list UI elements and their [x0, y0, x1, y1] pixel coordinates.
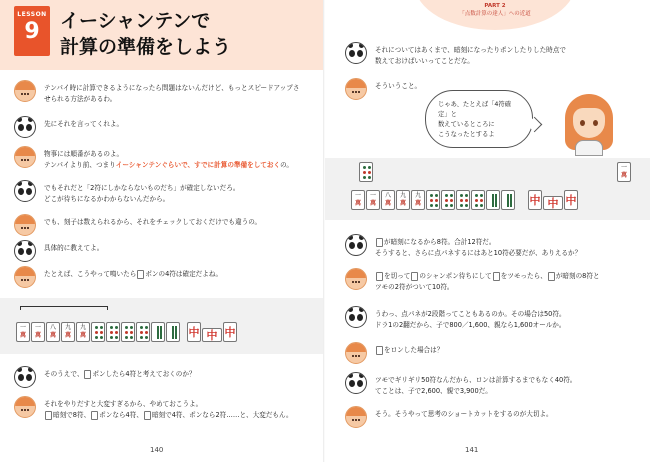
girl-avatar-icon — [14, 146, 36, 168]
chun-tile: 中 — [528, 190, 542, 210]
chun-tile-sideways: 中 — [202, 328, 222, 342]
dialogue-text: そのうえで、 ポンしたら4符と考えておくのか？ — [44, 370, 196, 378]
dialogue-line — [14, 366, 196, 388]
chun-tile-sideways: 中 — [543, 196, 563, 210]
pin-tile — [121, 322, 135, 342]
page-number-left: 140 — [150, 446, 164, 454]
dialogue-text: そういうこと。 — [375, 82, 422, 90]
dialogue-text: 物事には順番があるのよ。 テンパイより前、つまりイーシャンテンぐらいで、すでに計算の準備をしておくの。 — [44, 150, 294, 169]
dialogue-line — [14, 240, 103, 262]
dialogue-text: そう。そうやって思考のショートカットをするのが大切よ。 — [375, 410, 553, 418]
dialogue-text: うわっ、点パネが2段階ってこともあるのか。その場合は50符。 ドラ1の2翻だから、子で800／1,600、親なら1,600オールか。 — [375, 310, 566, 329]
dialogue-text: をロンした場合は？ — [375, 345, 443, 356]
sou-tile — [486, 190, 500, 210]
dialogue-line — [345, 306, 566, 331]
dialogue-line — [14, 80, 299, 105]
girl-avatar-icon — [14, 266, 36, 288]
man-tile-drawn: 一 萬 — [617, 162, 631, 182]
man-tile-9b: 九 萬 — [76, 322, 90, 342]
dialogue-line — [14, 180, 239, 205]
panda-avatar-icon — [345, 306, 367, 328]
dialogue-text: たとえば、こうやって鳴いたら ポンの4符は確定だよね。 — [44, 270, 223, 278]
title-line-1: イーシャンテンで — [60, 10, 211, 32]
tile-icon — [84, 370, 91, 379]
dialogue-line — [345, 234, 581, 259]
page-number-right: 141 — [465, 446, 479, 454]
dialogue-line — [345, 372, 576, 397]
man-tile-2: 一 萬 — [31, 322, 45, 342]
dialogue-text: でも、刻子は数えられるから、それをチェックしておくだけでも違うの。 — [44, 218, 262, 226]
dialogue-line — [14, 146, 293, 171]
dialogue-text: それについてはあくまで、暗刻になったりポンしたりした時点で 数えておけばいいってことだな。 — [375, 46, 566, 65]
tile-icon — [376, 272, 383, 281]
man-tile-9a: 九 萬 — [396, 190, 410, 210]
man-tile-9b: 九 萬 — [411, 190, 425, 210]
pin-tile — [426, 190, 440, 210]
sou-tile — [501, 190, 515, 210]
right-page — [325, 0, 650, 462]
tile-icon — [376, 238, 383, 247]
hand-tiles — [351, 190, 579, 210]
dialogue-text: 具体的に教えてよ。 — [44, 244, 104, 252]
tile-icon — [376, 346, 383, 355]
dialogue-text: ツモでギリギリ50符なんだから、ロンは計算するまでもなく40符。 てことは、子で2,600、親で3,900だ。 — [375, 376, 577, 395]
part-header — [435, 2, 555, 18]
girl-avatar-icon — [14, 80, 36, 102]
title-line-2: 計算の準備をしよう — [60, 36, 232, 58]
dialogue-line — [14, 266, 222, 288]
dialogue-line — [345, 42, 566, 67]
tile-icon — [493, 272, 500, 281]
panda-avatar-icon — [14, 180, 36, 202]
man-tile-9a: 九 萬 — [61, 322, 75, 342]
dialogue-text: が暗刻になるから8符。合計12符だ。 そうすると、さらに点パネするにはあと10符必要だが、ありえるか？ — [375, 238, 582, 257]
dialogue-line — [345, 406, 553, 428]
part-subtitle: 「点数計算の達人」への近道 — [459, 11, 531, 17]
pin-tile — [106, 322, 120, 342]
dialogue-line — [345, 342, 443, 364]
panda-avatar-icon — [345, 42, 367, 64]
dora-pin-tile — [359, 162, 373, 182]
girl-avatar-icon — [345, 268, 367, 290]
tile-icon — [548, 272, 555, 281]
dialogue-line — [345, 78, 421, 100]
girl-avatar-icon — [14, 396, 36, 418]
dialogue-line — [14, 396, 293, 421]
man-tile-2: 一 萬 — [366, 190, 380, 210]
girl-avatar-icon — [345, 78, 367, 100]
dialogue-text: 先にそれを言ってくれよ。 — [44, 120, 124, 128]
man-tile-1: 一 萬 — [351, 190, 365, 210]
girl-avatar-icon — [14, 214, 36, 236]
hand-tiles — [16, 322, 238, 342]
man-tile-8: 八 萬 — [381, 190, 395, 210]
speech-bubble: じゃあ、たとえば「4符確定」と 数えているところに こうなったとするよ — [425, 90, 533, 148]
dialogue-text: テンパイ時に計算できるようになったら問題はないんだけど、もっとスピードアップさ せられる方法があるわ。 — [44, 84, 300, 103]
dialogue-line — [14, 214, 261, 236]
dialogue-line — [345, 268, 600, 293]
girl-avatar-icon — [345, 406, 367, 428]
panda-avatar-icon — [345, 234, 367, 256]
lesson-number: 9 — [24, 19, 40, 44]
girl-avatar-icon — [345, 342, 367, 364]
pin-tile — [456, 190, 470, 210]
dialogue-text: でもそれだと「2符にしかならないものだち」が確定しないだろ。 どこが待ちになるかわからないんだから。 — [44, 184, 240, 203]
man-tile-1: 一 萬 — [16, 322, 30, 342]
part-label: PART 2 — [484, 3, 506, 9]
panda-avatar-icon — [345, 372, 367, 394]
chun-tile-icon — [137, 270, 144, 279]
pin-tile — [441, 190, 455, 210]
man-tile-8: 八 萬 — [46, 322, 60, 342]
sou-tile — [151, 322, 165, 342]
bracket — [20, 306, 108, 310]
chun-tile: 中 — [223, 322, 237, 342]
dialogue-text: を切って のシャンポン待ちにして をツモったら、 が暗刻の8符と ツモの2符がついて10符。 — [375, 272, 600, 291]
chun-tile: 中 — [564, 190, 578, 210]
tile-icon — [45, 411, 52, 420]
lesson-word: LESSON — [17, 11, 47, 18]
tile-icon — [91, 411, 98, 420]
dialogue-text: それをやりだすと大変すぎるから、やめておこうよ。 暗刻で8符、 ポンなら4符、 暗刻で4符、ポンなら2符……と、大変だもん。 — [44, 400, 293, 419]
girl-illustration — [563, 94, 615, 156]
panda-avatar-icon — [14, 366, 36, 388]
page-title — [60, 8, 231, 60]
chun-tile: 中 — [187, 322, 201, 342]
lesson-badge — [14, 6, 50, 56]
pin-tile — [91, 322, 105, 342]
dora-indicator — [359, 162, 374, 182]
drawn-tile — [617, 162, 632, 182]
tile-icon — [411, 272, 418, 281]
panda-avatar-icon — [14, 116, 36, 138]
panda-avatar-icon — [14, 240, 36, 262]
tile-icon — [144, 411, 151, 420]
pin-tile — [136, 322, 150, 342]
dialogue-line — [14, 116, 123, 138]
pin-tile — [471, 190, 485, 210]
sou-tile — [166, 322, 180, 342]
